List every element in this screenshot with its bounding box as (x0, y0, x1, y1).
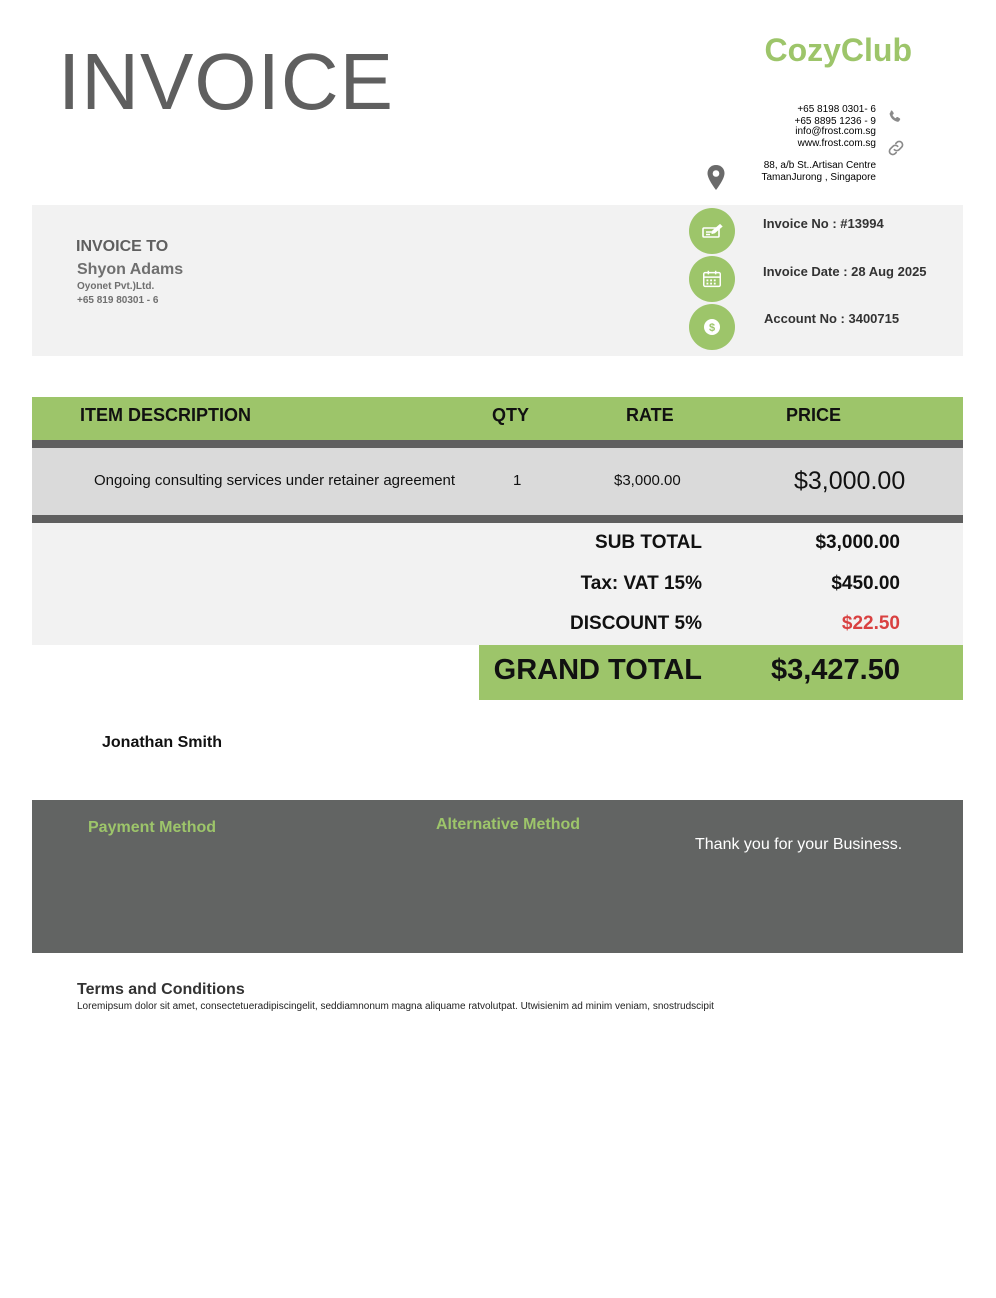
company-phone-2: +65 8895 1236 - 9 (794, 116, 876, 127)
column-header-description: ITEM DESCRIPTION (80, 405, 252, 425)
payment-method-heading: Payment Method (88, 819, 217, 836)
company-phone-1: +65 8198 0301- 6 (797, 104, 876, 115)
location-pin-icon (704, 164, 728, 192)
tax-value: $450.00 (831, 573, 900, 594)
alternative-method-heading: Alternative Method (436, 816, 581, 833)
item-price: $3,000.00 (794, 467, 906, 495)
invoice-number: Invoice No : #13994 (763, 216, 884, 231)
table-divider-top (32, 440, 963, 448)
grand-total-value: $3,427.50 (770, 654, 900, 686)
item-rate: $3,000.00 (614, 472, 681, 489)
invoice-date: Invoice Date : 28 Aug 2025 (763, 264, 927, 279)
company-website: www.frost.com.sg (797, 138, 876, 149)
column-header-qty: QTY (492, 405, 530, 425)
column-header-price: PRICE (786, 405, 842, 425)
item-qty: 1 (513, 472, 522, 489)
tax-label: Tax: VAT 15% (580, 573, 702, 594)
table-divider-bottom (32, 515, 963, 523)
brand-logo-text: CozyClub (764, 32, 912, 68)
terms-title: Terms and Conditions (77, 981, 245, 998)
svg-text:$: $ (708, 322, 716, 334)
subtotal-label: SUB TOTAL (595, 532, 702, 553)
link-icon (886, 138, 906, 158)
grand-total-label: GRAND TOTAL (493, 654, 702, 686)
client-phone: +65 819 80301 - 6 (77, 295, 159, 306)
discount-value: $22.50 (841, 613, 900, 634)
client-name: Shyon Adams (77, 261, 184, 278)
subtotal-value: $3,000.00 (815, 532, 900, 553)
account-number: Account No : 3400715 (764, 311, 900, 326)
thank-you-message: Thank you for your Business. (695, 836, 903, 853)
company-address-line-2: TamanJurong , Singapore (761, 172, 876, 183)
calendar-icon (689, 256, 735, 302)
company-address-line-1: 88, a/b St..Artisan Centre (763, 160, 876, 171)
invoice-to-label: INVOICE TO (76, 238, 169, 255)
invoice-number-icon (689, 208, 735, 254)
signer-name: Jonathan Smith (102, 734, 223, 751)
terms-body: Loremipsum dolor sit amet, consectetueradipiscingelit, seddiamnonum magna aliquame ratvolutpat. Utwisienim ad minim veniam, snostrudscipit (77, 1001, 714, 1012)
client-company: Oyonet Pvt.)Ltd. (77, 281, 155, 292)
dollar-icon (689, 304, 735, 350)
column-header-rate: RATE (626, 405, 674, 425)
item-description: Ongoing consulting services under retainer agreement (94, 472, 456, 489)
invoice-title: INVOICE (58, 37, 394, 126)
company-email: info@frost.com.sg (795, 126, 876, 137)
phone-icon (886, 108, 904, 126)
discount-label: DISCOUNT 5% (570, 613, 702, 634)
